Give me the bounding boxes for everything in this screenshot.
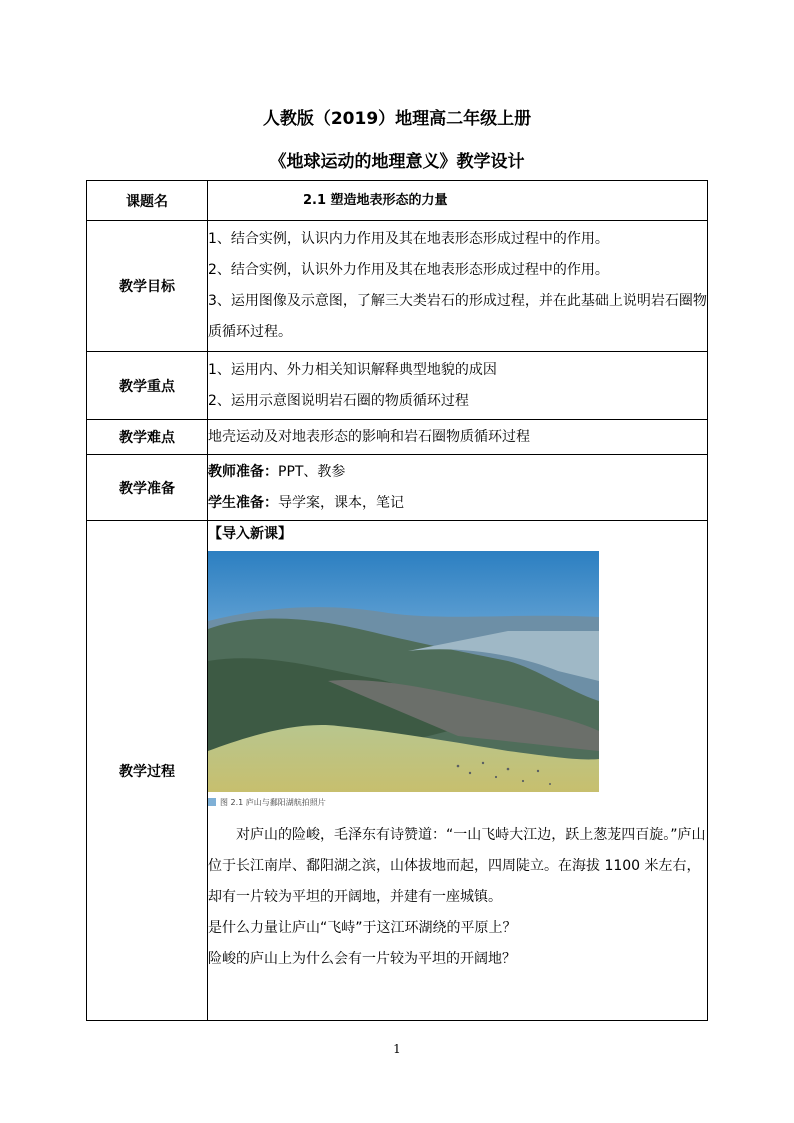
row-process: [87, 521, 708, 1021]
goal-item: 2、结合实例，认识外力作用及其在地表形态形成过程中的作用。: [208, 262, 609, 278]
teacher-prep-value: PPT、教参: [278, 463, 346, 480]
difficulty-label: 教学难点: [87, 420, 208, 455]
student-prep-value: 导学案，课本，笔记: [278, 494, 404, 511]
row-goals: [87, 221, 708, 352]
goal-item: 1、结合实例，认识内力作用及其在地表形态形成过程中的作用。: [208, 231, 609, 247]
row-prep: [87, 455, 708, 521]
question-2: 险峻的庐山上为什么会有一片较为平坦的开阔地？: [208, 951, 516, 967]
page-number: 1: [393, 1042, 401, 1056]
row-difficulty: [87, 420, 708, 455]
row-topic: [87, 181, 708, 221]
key-point-item: 2、运用示意图说明岩石圈的物质循环过程: [208, 392, 469, 409]
document-title: 人教版（2019）地理高二年级上册: [262, 109, 532, 129]
prep-label: 教学准备: [87, 455, 208, 521]
question-1: 是什么力量让庐山“飞峙”于这江环湖绕的平原上？: [208, 920, 517, 936]
lushan-aerial-photo: [208, 551, 599, 792]
topic-value: 2.1 塑造地表形态的力量: [303, 193, 448, 208]
key-point-item: 1、运用内、外力相关知识解释典型地貌的成因: [208, 361, 497, 378]
topic-label: 课题名: [87, 181, 208, 221]
section-title: 【导入新课】: [208, 526, 292, 542]
lesson-plan-table: [86, 180, 708, 1021]
difficulty-value: 地壳运动及对地表形态的影响和岩石圈物质循环过程: [208, 429, 530, 445]
row-key-points: [87, 352, 708, 420]
intro-paragraph: 对庐山的险峻，毛泽东有诗赞道：“一山飞峙大江边，跃上葱茏四百旋。”庐山位于长江南岸、鄱阳湖之滨，山体拔地而起，四周陡立。在海拔 1100 米左右，却有一片较为平坦的开阔地，并建有一座城镇。: [208, 827, 706, 905]
teacher-prep-label: 教师准备：: [208, 463, 278, 480]
goal-item: 3、运用图像及示意图，了解三大类岩石的形成过程，并在此基础上说明岩石圈物质循环过程。: [208, 293, 707, 340]
figure-caption: 图 2.1 庐山与鄱阳湖航拍照片: [220, 798, 326, 807]
caption-marker-icon: [208, 798, 216, 806]
document-subtitle: 《地球运动的地理意义》教学设计: [269, 152, 525, 172]
process-label: 教学过程: [87, 521, 208, 1021]
goals-label: 教学目标: [87, 221, 208, 352]
key-points-label: 教学重点: [87, 352, 208, 420]
student-prep-label: 学生准备：: [208, 494, 278, 511]
